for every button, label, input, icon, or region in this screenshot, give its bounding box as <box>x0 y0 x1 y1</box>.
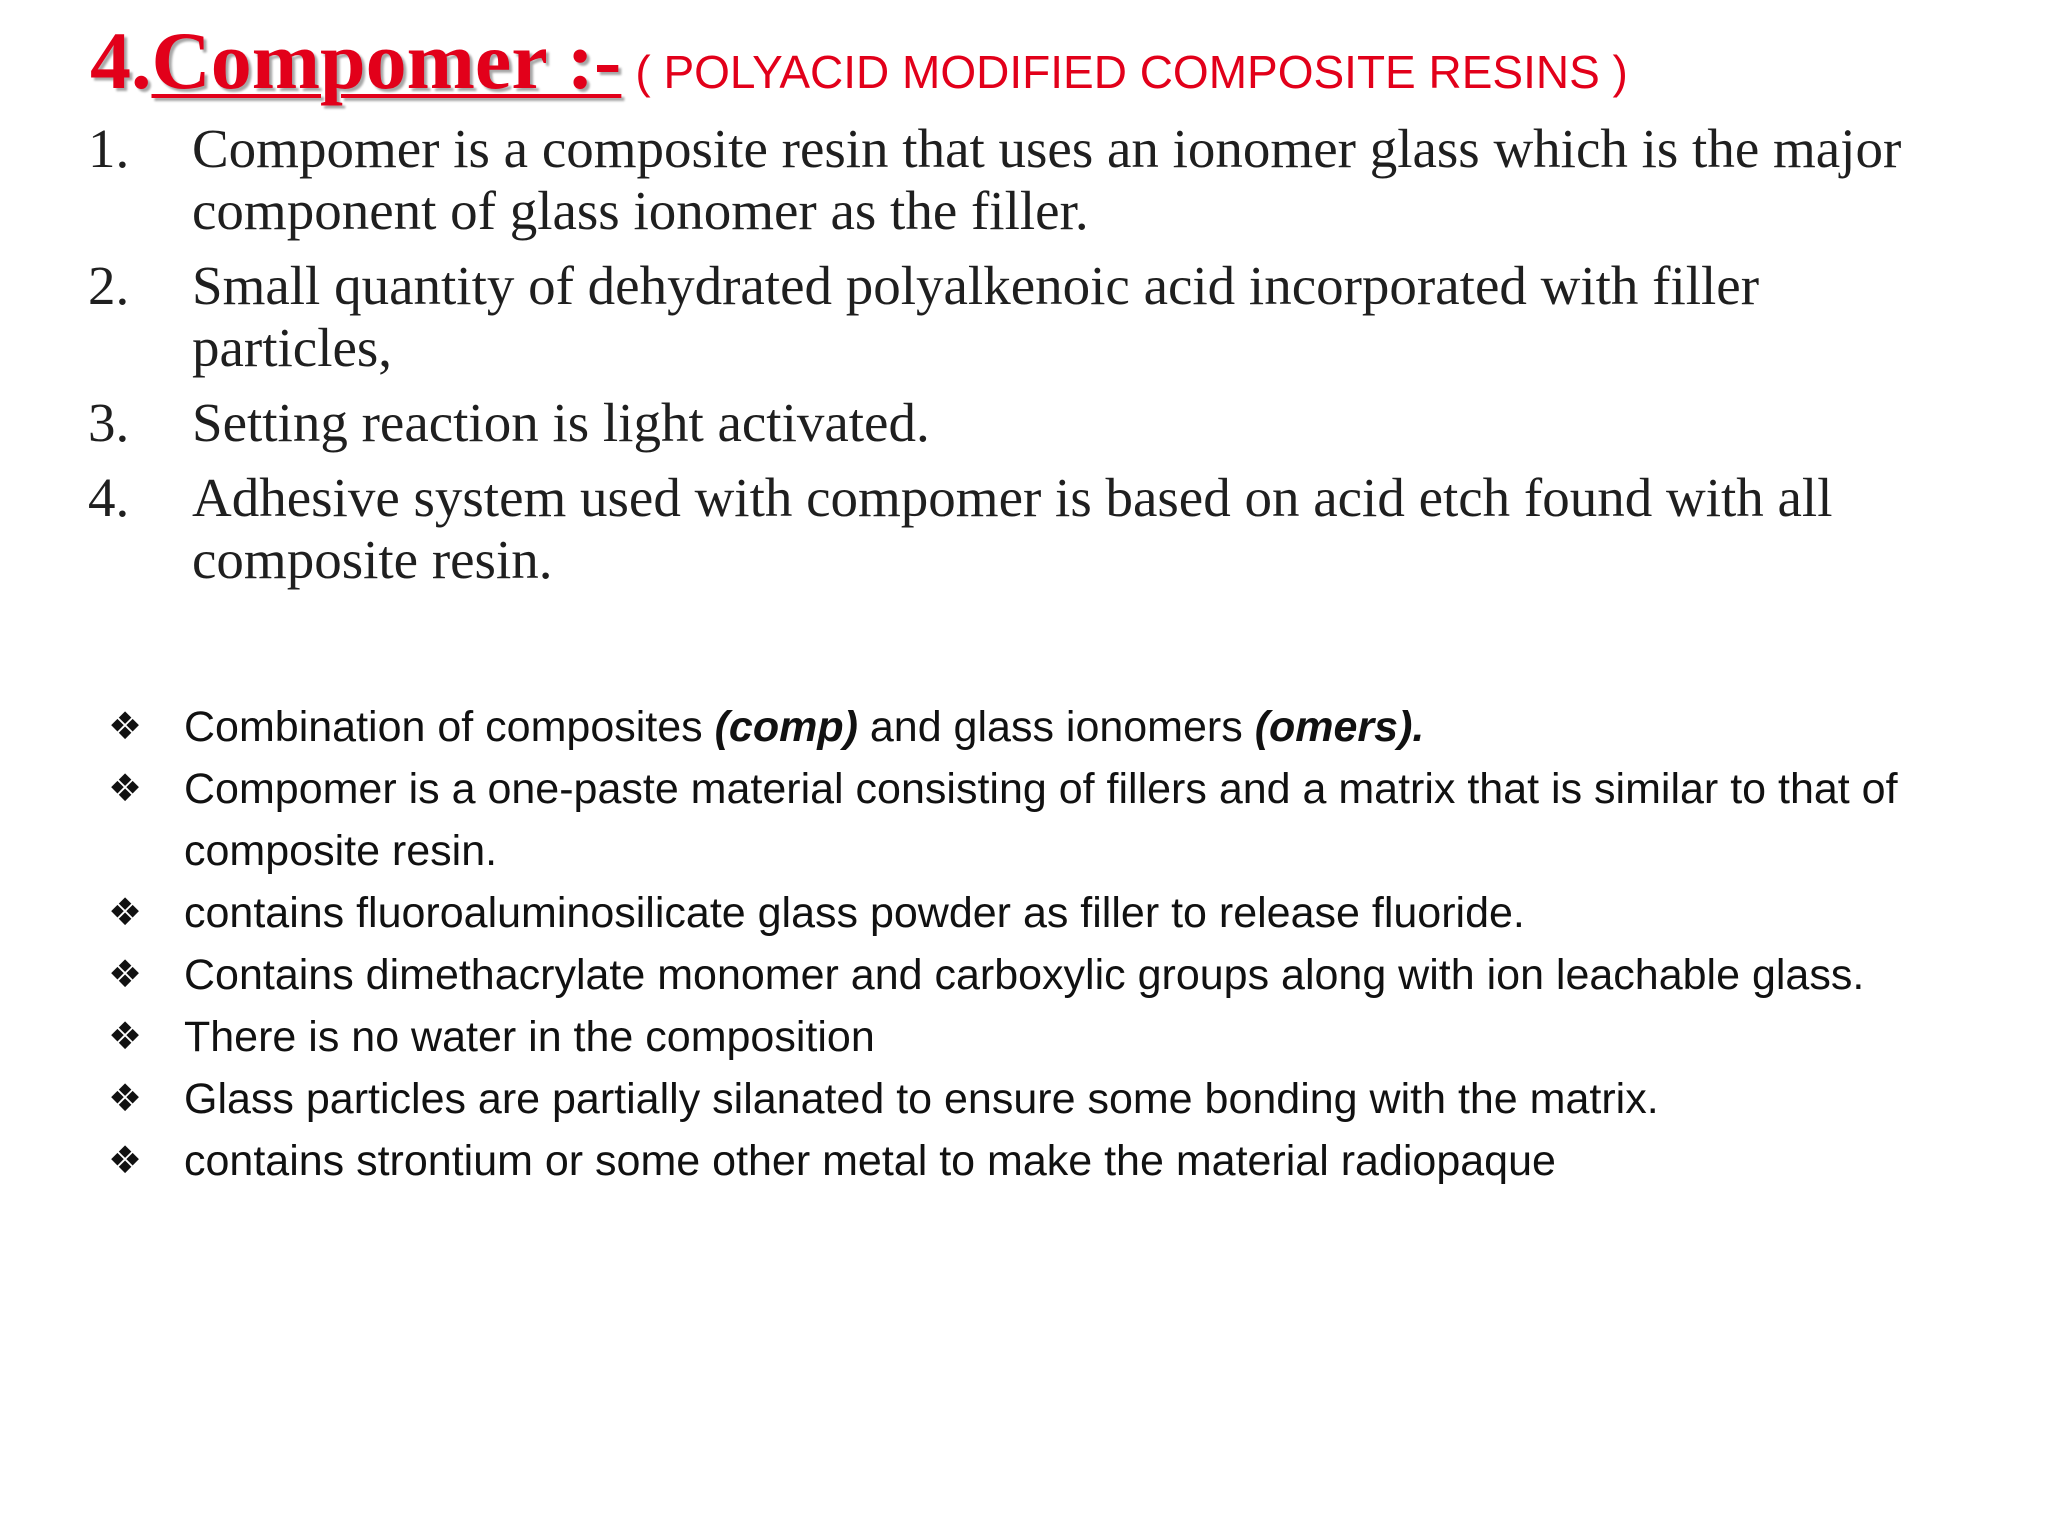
item-text: Adhesive system used with compomer is based on acid etch found with all composite resin. <box>192 467 1833 590</box>
item-number: 2. <box>88 255 130 316</box>
numbered-item <box>88 467 1988 591</box>
diamond-bullet-icon: ❖ <box>108 1016 143 1058</box>
diamond-bullet-icon: ❖ <box>108 1078 143 1120</box>
numbered-item <box>88 118 1988 242</box>
bullet-item <box>108 944 1968 1006</box>
slide-title <box>90 14 1628 108</box>
bullet-text: Glass particles are partially silanated to ensure some bonding with the matrix. <box>184 1075 1659 1123</box>
item-number: 1. <box>88 118 130 179</box>
bullet-emphasis: (omers). <box>1254 703 1425 751</box>
bullet-text: Compomer is a one-paste material consisting of fillers and a matrix that is similar to that of composite resin. <box>184 765 1898 875</box>
item-text: Compomer is a composite resin that uses an ionomer glass which is the major component of glass ionomer as the filler. <box>192 118 1902 241</box>
bullet-emphasis: (comp) <box>714 703 858 751</box>
bullet-text-part: and glass ionomers <box>857 703 1255 751</box>
item-number: 3. <box>88 392 130 453</box>
item-number: 4. <box>88 467 130 528</box>
bullet-item <box>108 696 1968 758</box>
diamond-bullet-icon: ❖ <box>108 892 143 934</box>
bullet-text-part: Combination of composites <box>184 703 715 751</box>
numbered-list <box>88 118 1988 604</box>
title-subtitle: ( POLYACID MODIFIED COMPOSITE RESINS ) <box>635 46 1628 98</box>
title-word: Compomer :- <box>151 15 622 106</box>
bullet-list <box>108 696 1968 1192</box>
bullet-text: Contains dimethacrylate monomer and carboxylic groups along with ion leachable glass. <box>184 951 1865 999</box>
numbered-item <box>88 255 1988 379</box>
item-text: Setting reaction is light activated. <box>192 392 930 453</box>
bullet-item <box>108 882 1968 944</box>
bullet-item <box>108 758 1968 882</box>
diamond-bullet-icon: ❖ <box>108 768 143 810</box>
item-text: Small quantity of dehydrated polyalkenoic acid incorporated with filler particles, <box>192 255 1760 378</box>
title-number: 4. <box>90 15 152 106</box>
bullet-item <box>108 1006 1968 1068</box>
diamond-bullet-icon: ❖ <box>108 706 143 748</box>
bullet-text: contains strontium or some other metal to make the material radiopaque <box>184 1137 1556 1185</box>
numbered-item <box>88 392 1988 454</box>
bullet-text <box>184 696 1964 758</box>
bullet-item <box>108 1130 1968 1192</box>
diamond-bullet-icon: ❖ <box>108 1140 143 1182</box>
bullet-item <box>108 1068 1968 1130</box>
diamond-bullet-icon: ❖ <box>108 954 143 996</box>
bullet-text: contains fluoroaluminosilicate glass powder as filler to release fluoride. <box>184 889 1525 937</box>
title-main <box>90 15 621 106</box>
bullet-text: There is no water in the composition <box>184 1013 875 1061</box>
